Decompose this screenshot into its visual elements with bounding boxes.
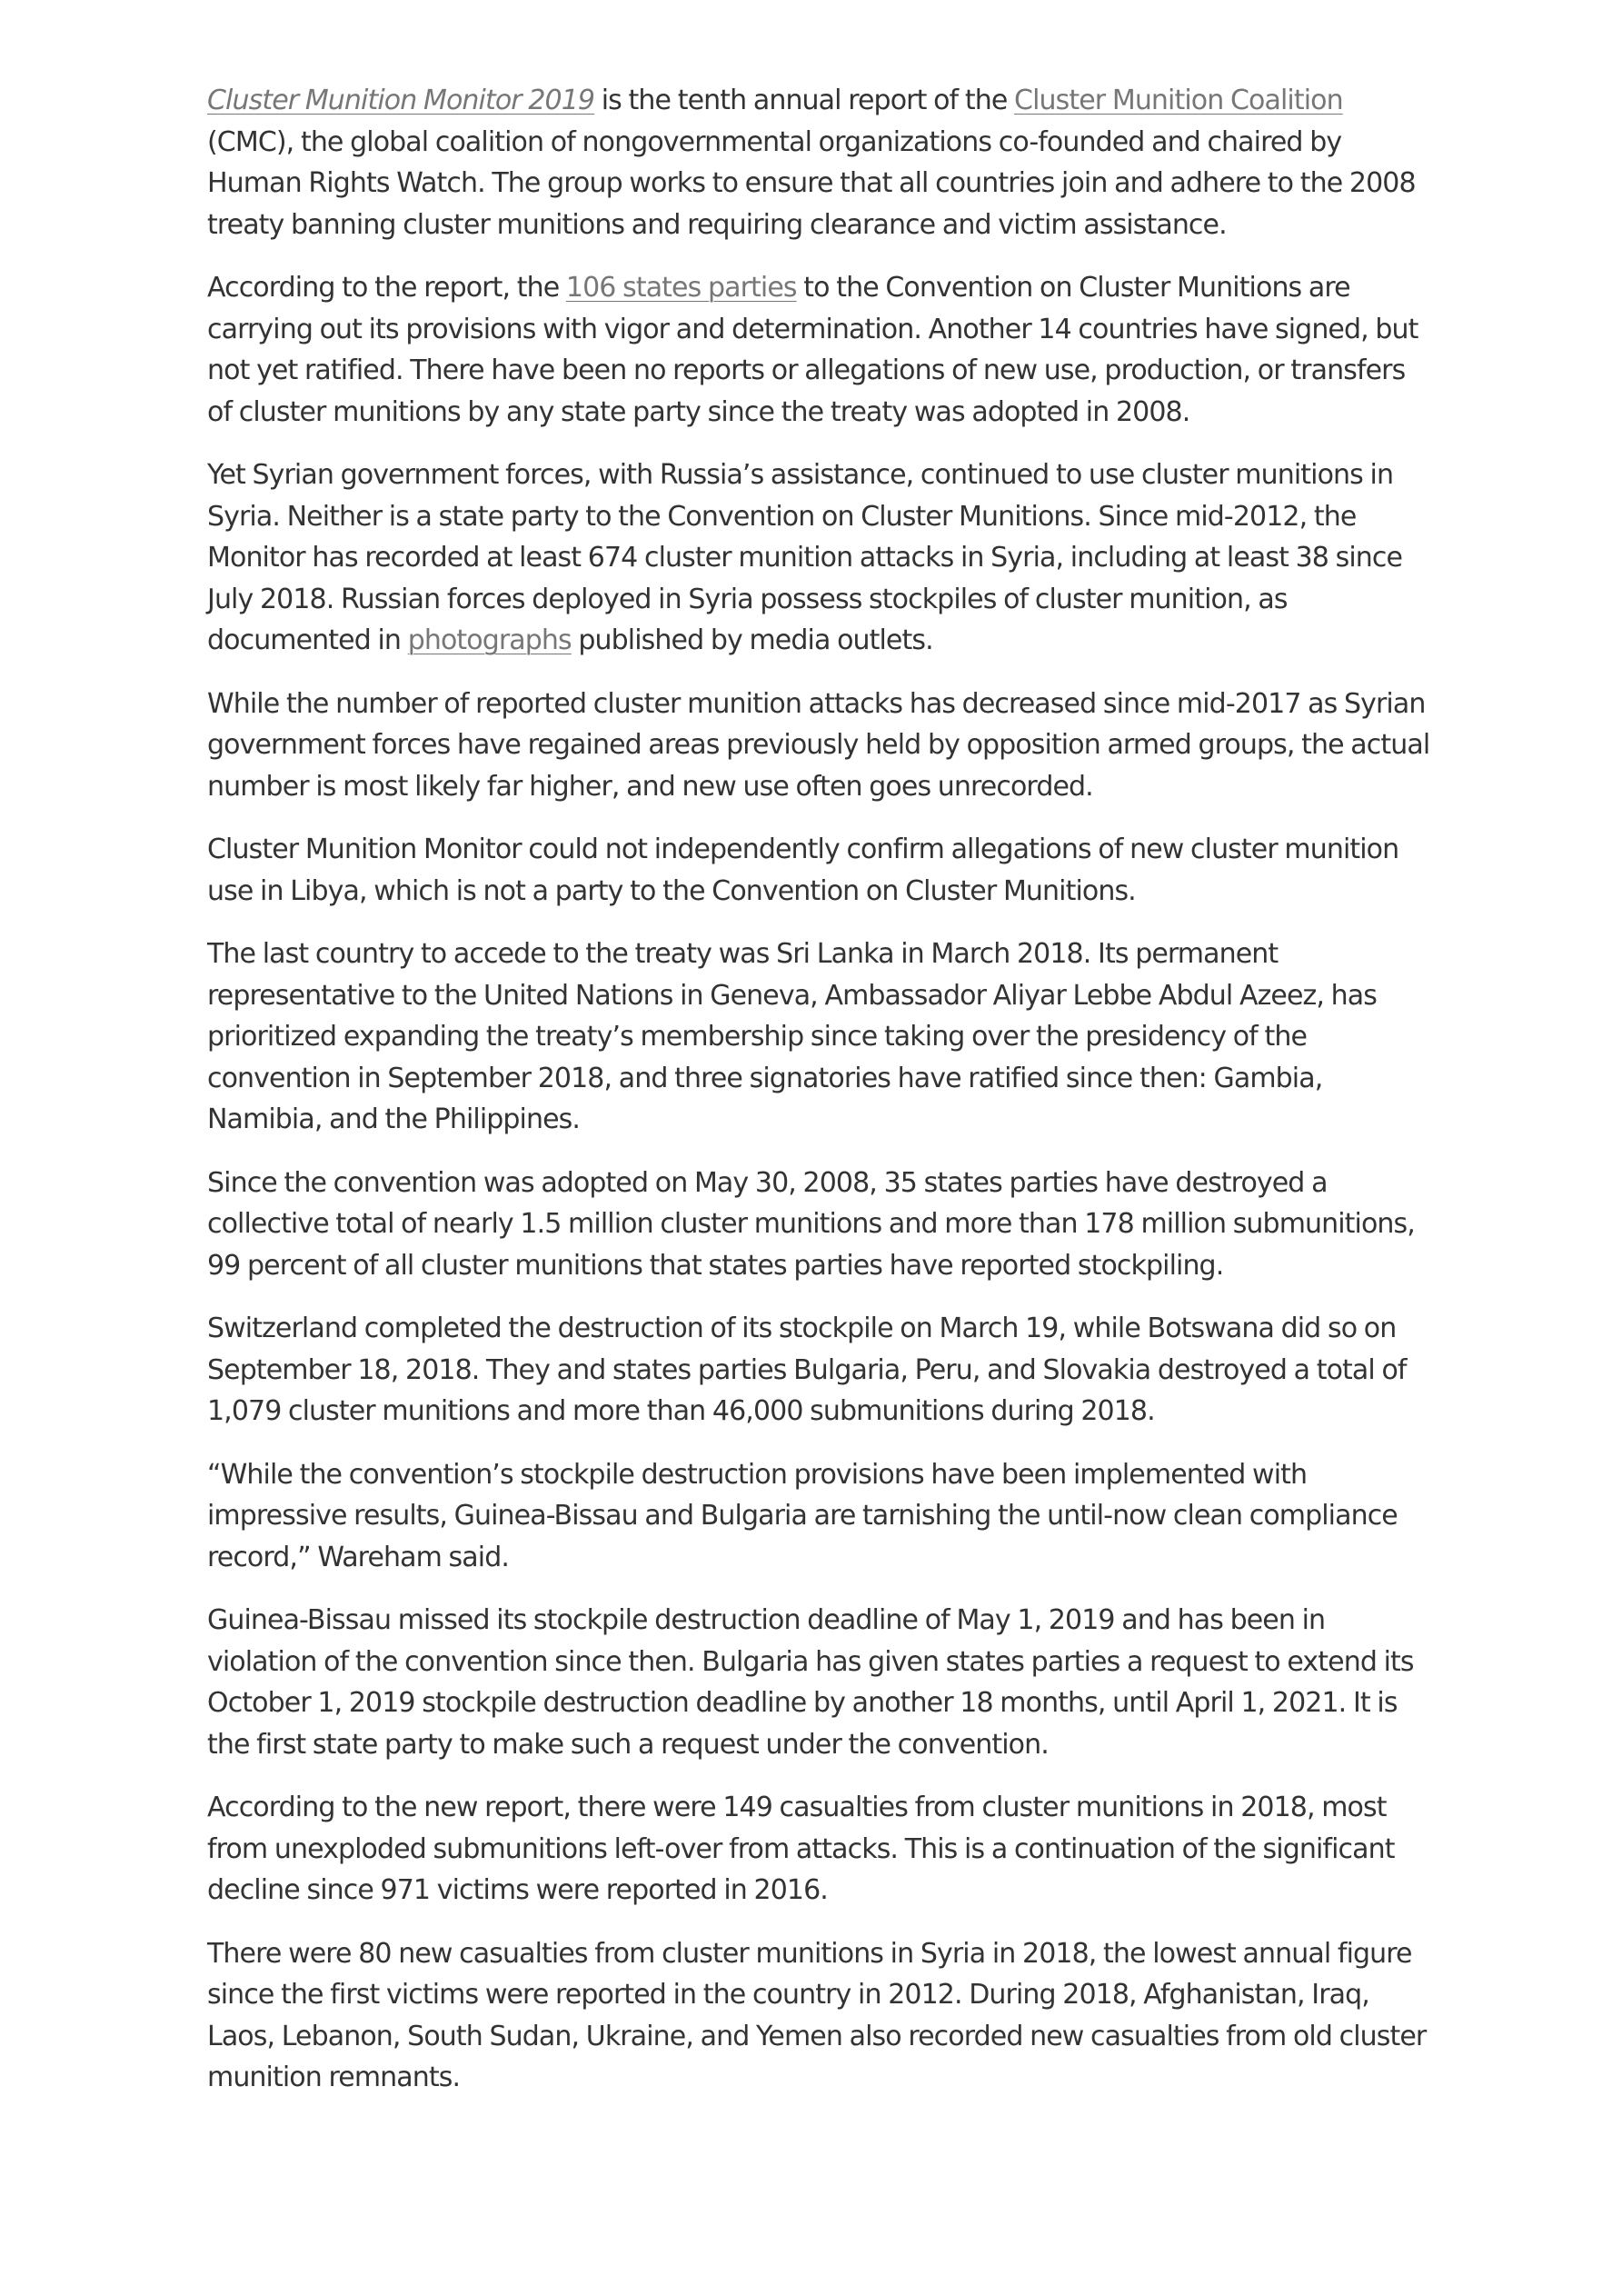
paragraph-report-intro xyxy=(207,80,1436,245)
paragraph-states-parties xyxy=(207,267,1436,433)
paragraph-guinea-bissau: Guinea-Bissau missed its stockpile destruction deadline of May 1, 2019 and has been in violation of the convention since then. Bulgaria has given states parties a request to extend its October 1, 2019 stockpile destruction deadline by another 18 months, until April 1, 2021. It is the first state party to make such a request under the convention. xyxy=(207,1604,1414,1761)
cmc-link[interactable]: Cluster Munition Coalition xyxy=(1014,85,1343,116)
paragraph-text: (CMC), the global coalition of nongovernmental organizations co-founded and chaired by Human Rights Watch. The group works to ensure that all countries join and adhere to the 2008 treaty banning cluster munitions and requiring clearance and victim assistance. xyxy=(207,125,1416,241)
paragraph-libya: Cluster Munition Monitor could not independently confirm allegations of new cluster munition use in Libya, which is not a party to the Convention on Cluster Munitions. xyxy=(207,834,1399,907)
article-body xyxy=(207,80,1436,2121)
paragraph-text: According to the report, the xyxy=(207,272,566,304)
paragraph-sri-lanka: The last country to accede to the treaty was Sri Lanka in March 2018. Its permanent representative to the United Nations in Geneva, Ambassador Aliyar Lebbe Abdul Azeez, has prioritized expanding the treaty’s membership since taking over the presidency of the convention in September 2018, and three signatories have ratified since then: Gambia, Namibia, and the Philippines. xyxy=(207,938,1377,1135)
paragraph-switzerland-botswana: Switzerland completed the destruction of its stockpile on March 19, while Botswana did so on September 18, 2018. They and states parties Bulgaria, Peru, and Slovakia destroyed a total of 1,079 cluster munitions and more than 46,000 submunitions during 2018. xyxy=(207,1313,1407,1427)
paragraph-text: is the tenth annual report of the xyxy=(594,85,1015,116)
paragraph-text: Yet Syrian government forces, with Russia’s assistance, continued to use cluster munitions in Syria. Neither is a state party to the Convention on Cluster Munitions. Since mid-2012, the Monitor has recorded at least 674 cluster munition attacks in Syria, including at least 38 since July 2018. Russian forces deployed in Syria possess stockpiles of cluster munition, as documented in xyxy=(207,459,1403,656)
paragraph-text: to the Convention on Cluster Munitions are carrying out its provisions with vigor and determination. Another 14 countries have signed, but not yet ratified. There have been no reports or allegations of new use, production, or transfers of cluster munitions by any state party since the treaty was adopted in 2008. xyxy=(207,272,1418,428)
report-title-link[interactable]: Cluster Munition Monitor 2019 xyxy=(207,85,595,116)
paragraph-wareham-quote: “While the convention’s stockpile destruction provisions have been implemented with impressive results, Guinea-Bissau and Bulgaria are tarnishing the until-now clean compliance record,” Wareham said. xyxy=(207,1458,1398,1573)
paragraph-text: published by media outlets. xyxy=(571,624,933,656)
paragraph-syria-casualties: There were 80 new casualties from cluster munitions in Syria in 2018, the lowest annual figure since the first victims were reported in the country in 2012. During 2018, Afghanistan, Iraq, Laos, Lebanon, South Sudan, Ukraine, and Yemen also recorded new casualties from old cluster munition remnants. xyxy=(207,1937,1427,2093)
photographs-link[interactable]: photographs xyxy=(407,624,572,656)
states-parties-link[interactable]: 106 states parties xyxy=(565,272,797,304)
paragraph-syria-use xyxy=(207,454,1436,662)
paragraph-destruction-total: Since the convention was adopted on May 30, 2008, 35 states parties have destroyed a collective total of nearly 1.5 million cluster munitions and more than 178 million submunitions, 99 percent of all cluster munitions that states parties have reported stockpiling. xyxy=(207,1166,1415,1282)
paragraph-attacks-decrease: While the number of reported cluster munition attacks has decreased since mid-2017 as Syrian government forces have regained areas previously held by opposition armed groups, the actual number is most likely far higher, and new use often goes unrecorded. xyxy=(207,687,1430,803)
paragraph-casualties-2018: According to the new report, there were 149 casualties from cluster munitions in 2018, most from unexploded submunitions left-over from attacks. This is a continuation of the significant decline since 971 victims were reported in 2016. xyxy=(207,1792,1395,1906)
